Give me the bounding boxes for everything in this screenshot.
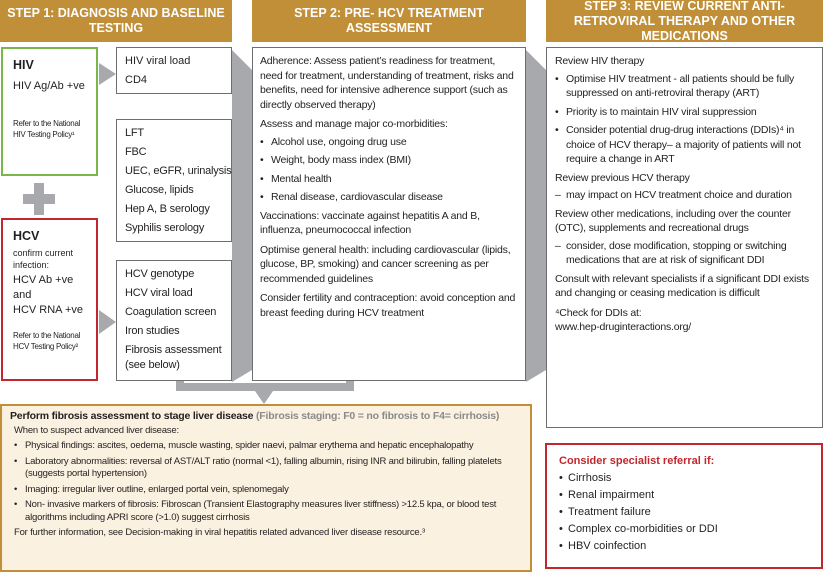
test-item: HIV viral load: [125, 55, 191, 67]
referral-title: Consider specialist referral if:: [559, 455, 715, 467]
comorbidity-item: • Weight, body mass index (BMI): [260, 153, 518, 168]
hcv-therapy-item: – may impact on HCV treatment choice and duration: [555, 188, 814, 203]
hiv-box: [1, 47, 98, 176]
hiv-therapy-item: • Consider potential drug-drug interactions (DDIs)⁴ in choice of HCV therapy– a majority of patients will not require a change in ART: [555, 123, 814, 167]
consult-text: Consult with relevant specialists if a significant DDI exists and changing or ceasing medication is difficult: [555, 272, 809, 299]
other-medication-item: – consider, dose modification, stopping or switching medications that are at risk of significant DDI: [555, 239, 814, 268]
fibrosis-box: [0, 404, 532, 572]
step2-header: STEP 2: PRE- HCV TREATMENT ASSESSMENT: [252, 0, 526, 42]
hcv-and: and: [13, 289, 32, 301]
review-hiv-heading: Review HIV therapy: [555, 55, 645, 67]
plus-icon-horizontal: [23, 194, 55, 204]
referral-item: • Renal impairment: [559, 487, 809, 503]
hcv-ab: HCV Ab +ve: [13, 274, 74, 286]
step3-box: [546, 47, 823, 428]
fibrosis-title: Perform fibrosis assessment to stage liver disease: [10, 410, 254, 422]
adherence-text: Adherence: Assess patient’s readiness for treatment, need for treatment, understanding of treatment, risks and benefits, need for intensive adherence support (such as directly observed therapy): [260, 55, 514, 111]
vaccinations-text: Vaccinations: vaccinate against hepatitis A and B, influenza, pneumococcal infection: [260, 209, 480, 236]
review-other-heading: Review other medications, including over the counter (OTC), supplements and recreational drugs: [555, 207, 791, 234]
test-item: HCV viral load: [125, 287, 193, 299]
hcv-title: HCV: [13, 229, 40, 243]
test-item: Iron studies: [125, 325, 180, 337]
fibrosis-item: • Imaging: irregular liver outline, enlarged portal vein, splenomegaly: [14, 484, 522, 497]
fibrosis-item: • Non- invasive markers of fibrosis: Fibroscan (Transient Elastography measures liver stiffness) >12.5 kpa, or blood test algorithms including APRI score (>1.0) suggest cirrhosis: [14, 499, 522, 524]
hcv-confirm: confirm current infection:: [13, 248, 74, 270]
review-hcv-heading: Review previous HCV therapy: [555, 171, 690, 184]
comorbidity-item: • Renal disease, cardiovascular disease: [260, 190, 518, 205]
fibrosis-when: When to suspect advanced liver disease:: [14, 424, 179, 436]
arrow-step1-to-step2: [232, 50, 252, 382]
test-item: CD4: [125, 74, 148, 86]
test-item: Coagulation screen: [125, 306, 217, 318]
tests-baseline-box: [116, 119, 232, 242]
test-item: FBC: [125, 146, 147, 158]
test-item: HCV genotype: [125, 268, 195, 280]
test-item: Fibrosis assessment (see below): [125, 344, 222, 371]
general-health-text: Optimise general health: including cardiovascular (lipids, glucose, BP, smoking) and cancer screening as per recommended guidelines: [260, 243, 511, 285]
hcv-reference: Refer to the National HCV Testing Policy²: [13, 331, 81, 351]
test-item: Glucose, lipids: [125, 184, 194, 196]
test-item: Hep A, B serology: [125, 203, 210, 215]
fibrosis-footer: For further information, see Decision-making in viral hepatitis related advanced liver disease resource.³: [14, 527, 425, 538]
tests-hiv-box: [116, 47, 232, 94]
arrow-hiv-to-tests: [99, 63, 116, 85]
referral-item: • HBV coinfection: [559, 538, 809, 554]
hiv-therapy-item: • Optimise HIV treatment - all patients should be fully suppressed on anti-retroviral therapy (ART): [555, 72, 814, 101]
comorbidities-intro: Assess and manage major co-morbidities:: [260, 118, 448, 130]
step2-box: [252, 47, 526, 381]
hcv-box: [1, 218, 98, 381]
arrow-to-fibrosis: [255, 391, 273, 404]
fibrosis-staging: (Fibrosis staging: F0 = no fibrosis to F4= cirrhosis): [253, 410, 500, 422]
referral-box: [545, 443, 823, 569]
comorbidity-item: • Mental health: [260, 172, 518, 187]
test-item: Syphilis serology: [125, 222, 205, 234]
ddi-check-text: ⁴Check for DDIs at:: [555, 306, 642, 319]
referral-item: • Complex co-morbidities or DDI: [559, 521, 809, 537]
fibrosis-title-line: [10, 410, 522, 423]
hiv-therapy-item: • Priority is to maintain HIV viral suppression: [555, 105, 814, 120]
referral-item: • Treatment failure: [559, 504, 809, 520]
bracket-bar: [176, 383, 354, 391]
fibrosis-item: • Laboratory abnormalities: reversal of AST/ALT ratio (normal <1), falling albumin, rising INR and bilirubin, falling platelets (suggests portal hypertension): [14, 456, 522, 481]
tests-hcv-box: [116, 260, 232, 381]
hiv-test: HIV Ag/Ab +ve: [13, 80, 85, 92]
hcv-rna: HCV RNA +ve: [13, 304, 83, 316]
step1-header: STEP 1: DIAGNOSIS AND BASELINE TESTING: [0, 0, 232, 42]
arrow-hcv-to-tests: [99, 310, 116, 334]
fertility-text: Consider fertility and contraception: avoid conception and breast feeding during HCV treatment: [260, 292, 516, 319]
step3-header: STEP 3: REVIEW CURRENT ANTI- RETROVIRAL THERAPY AND OTHER MEDICATIONS: [546, 0, 823, 42]
hiv-title: HIV: [13, 58, 34, 72]
arrow-step2-to-step3: [526, 50, 546, 382]
test-item: UEC, eGFR, urinalysis: [125, 165, 232, 177]
test-item: LFT: [125, 127, 144, 139]
comorbidity-item: • Alcohol use, ongoing drug use: [260, 135, 518, 150]
fibrosis-item: • Physical findings: ascites, oedema, muscle wasting, spider naevi, palmar erythema and hepatic encephalopathy: [14, 440, 522, 453]
hiv-reference: Refer to the National HIV Testing Policy¹: [13, 119, 81, 139]
ddi-link[interactable]: www.hep-druginteractions.org/: [555, 321, 692, 333]
referral-item: • Cirrhosis: [559, 470, 809, 486]
